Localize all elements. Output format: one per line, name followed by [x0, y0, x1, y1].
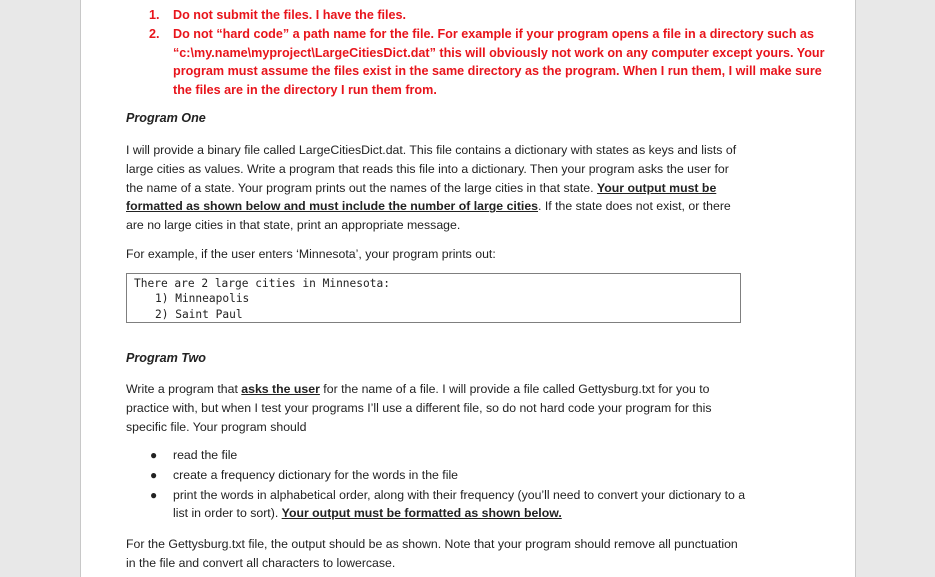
program-two-paragraph: [126, 380, 741, 436]
example-intro: For example, if the user enters ‘Minnesota’, your program prints out:: [126, 247, 496, 261]
list-item-text: Do not “hard code” a path name for the file. For example if your program opens a file in a directory such as “c:\my.name\myproject\LargeCitiesDict.dat” this will obviously not work on any computer except yours. Your program must assume the files exist in the same directory as the program. When I run them, I will make sure the files are in the directory I run them from.: [173, 26, 825, 98]
code-line: 1) Minneapolis: [155, 292, 250, 306]
bullet-text: print the words in alphabetical order, along with their frequency (you’ll need to convert your dictionary to a list in order to sort).: [173, 487, 746, 521]
bullet-icon: ●: [150, 467, 158, 482]
bullet-item: [126, 486, 746, 524]
closing-paragraph: For the Gettysburg.txt file, the output should be as shown. Note that your program should remove all punctuation in the file and convert all characters to lowercase.: [126, 537, 738, 570]
emphasis-text: asks the user: [241, 382, 320, 396]
list-item-number: 1.: [149, 8, 160, 22]
emphasis-text: Your output must be formatted as shown below and must include the number of large cities: [126, 180, 717, 214]
bullet-item: [126, 466, 746, 485]
bullet-icon: ●: [150, 448, 158, 462]
program-one-heading: Program One: [126, 111, 206, 125]
code-output-box: [126, 273, 741, 323]
bullet-item: [126, 446, 746, 465]
emphasis-text: Your output must be formatted as shown below.: [281, 506, 562, 521]
list-item: [126, 6, 826, 25]
code-line: There are 2 large cities in Minnesota:: [134, 277, 390, 290]
paragraph-text: for the name of a file. I will provide a file called Gettysburg.txt for you to practice with, but when I test your programs I’ll use a different file, so do not hard code your program for this specific file. Your program should: [126, 382, 712, 434]
paragraph-text: Write a program that: [126, 382, 242, 396]
program-one-paragraph: [126, 141, 741, 235]
paragraph-text: . If the state does not exist, or there are no large cities in that state, print an appropriate message.: [126, 199, 731, 233]
list-item: [126, 25, 826, 100]
program-two-heading: Program Two: [126, 351, 207, 365]
bullet-text: create a frequency dictionary for the words in the file: [173, 467, 459, 482]
bullet-icon: ●: [150, 487, 158, 502]
bullet-text: read the file: [173, 448, 238, 462]
paragraph-text: I will provide a binary file called LargeCitiesDict.dat. This file contains a dictionary with states as keys and lists of large cities as values. Write a program that reads this file into a dictionary. Then your program asks the user for the name of a state. Your program prints out the names of the large cities in that state.: [126, 143, 737, 195]
list-item-number: 2.: [149, 26, 160, 41]
instructions-list: [126, 6, 826, 100]
list-item-text: Do not submit the files. I have the files.: [173, 8, 407, 22]
document-page: [80, 0, 856, 577]
steps-bullet-list: [126, 446, 746, 524]
code-line: 2) Saint Paul: [155, 307, 243, 321]
